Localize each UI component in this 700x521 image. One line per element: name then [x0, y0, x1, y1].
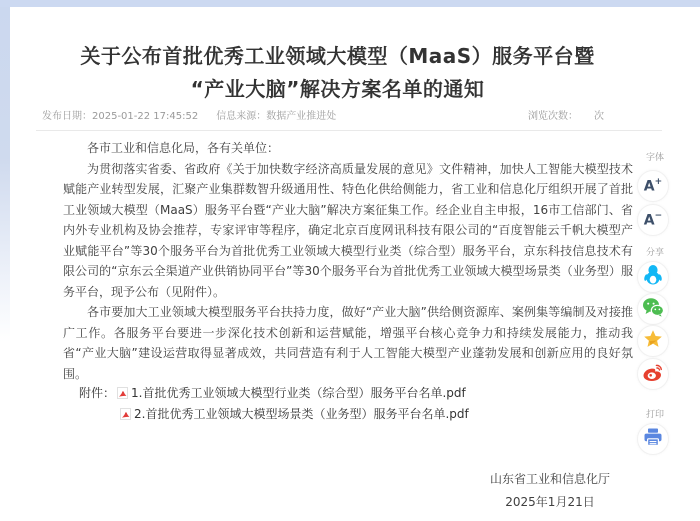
article-meta [42, 107, 632, 123]
print-button[interactable] [637, 423, 669, 455]
print-label: 打印 [646, 410, 665, 420]
attachment-row-2 [118, 404, 469, 425]
meta-right [528, 107, 604, 122]
page-title-line1: 关于公布首批优秀工业领域大模型（MaaS）服务平台暨 [80, 44, 595, 68]
share-qzone-button[interactable] [637, 325, 669, 357]
printer-icon [643, 427, 663, 451]
font-size-label: 字体 [646, 153, 665, 163]
attachment-row-1 [79, 383, 469, 404]
signature-block [490, 468, 610, 514]
signature-org: 山东省工业和信息化厅 [489, 472, 610, 486]
meta-divider [36, 130, 662, 131]
wechat-icon [642, 297, 664, 321]
weibo-icon [642, 362, 664, 386]
signature-date: 2025年1月21日 [505, 495, 595, 509]
font-decrease-button[interactable] [637, 204, 669, 236]
font-increase-button[interactable] [637, 170, 669, 202]
attachments-label: 附件： [79, 386, 116, 400]
meta-left [42, 107, 336, 122]
views-label: 浏览次数： [528, 111, 578, 122]
font-decrease-text: A− [643, 210, 663, 229]
views-unit: 次 [594, 111, 604, 122]
publish-date-value: 2025-01-22 17:45:52 [92, 111, 199, 122]
paragraph-1: 为贯彻落实省委、省政府《关于加快数字经济高质量发展的意见》文件精神，加快人工智能大模型技术赋能产业转型发展，汇聚产业集群数智升级通用性、特色化供给侧能力，省工业和信息化厅组织开展了首批工业领域大模型（MaaS）服务平台暨“产业大脑”解决方案征集工作。经企业自主申报，16市工信部门、省内外专业机构及协会推荐，专家评审等程序，确定北京百度网讯科技有限公司的“百度智能云千帆大模型产业赋能平台”等30个服务平台为首批优秀工业领域大模型行业类（综合型）服务平台，京东科技信息技术有限公司的“京东云全渠道产业供销协同平台”等30个服务平台为首批优秀工业领域大模型场景类（业务型）服务平台，现予公布（见附件）。 [63, 161, 633, 299]
page-top-border [0, 0, 700, 7]
qzone-icon [643, 329, 663, 353]
font-increase-text: A+ [643, 176, 663, 195]
share-label: 分享 [646, 248, 665, 258]
article-body [63, 138, 633, 384]
publish-date-label: 发布日期： [42, 111, 92, 122]
pdf-icon [117, 385, 128, 397]
attachments-section [79, 383, 469, 425]
attachment-link-2[interactable]: 2.首批优秀工业领域大模型场景类（业务型）服务平台名单.pdf [134, 407, 469, 421]
page-title [45, 40, 630, 106]
source-value: 数据产业推进处 [266, 111, 337, 122]
pdf-icon [120, 406, 131, 418]
source-label: 信息来源： [216, 111, 267, 122]
share-wechat-button[interactable] [637, 293, 669, 325]
attachment-link-1[interactable]: 1.首批优秀工业领域大模型行业类（综合型）服务平台名单.pdf [131, 386, 466, 400]
page-title-line2: “产业大脑”解决方案名单的通知 [190, 77, 485, 101]
salutation: 各市工业和信息化局，各有关单位： [87, 141, 280, 155]
paragraph-2: 各市要加大工业领域大模型服务平台扶持力度，做好“产业大脑”供给侧资源库、案例集等编制及对接推广工作。各服务平台要进一步深化技术创新和运营赋能，增强平台核心竞争力和持续发展能力，推动我省“产业大脑”建设运营取得显著成效，共同营造有利于人工智能大模型产业蓬勃发展和创新应用的良好氛围。 [63, 305, 633, 381]
page-left-border [0, 7, 10, 342]
share-qq-button[interactable] [637, 261, 669, 293]
qq-icon [643, 264, 663, 290]
share-weibo-button[interactable] [637, 358, 669, 390]
